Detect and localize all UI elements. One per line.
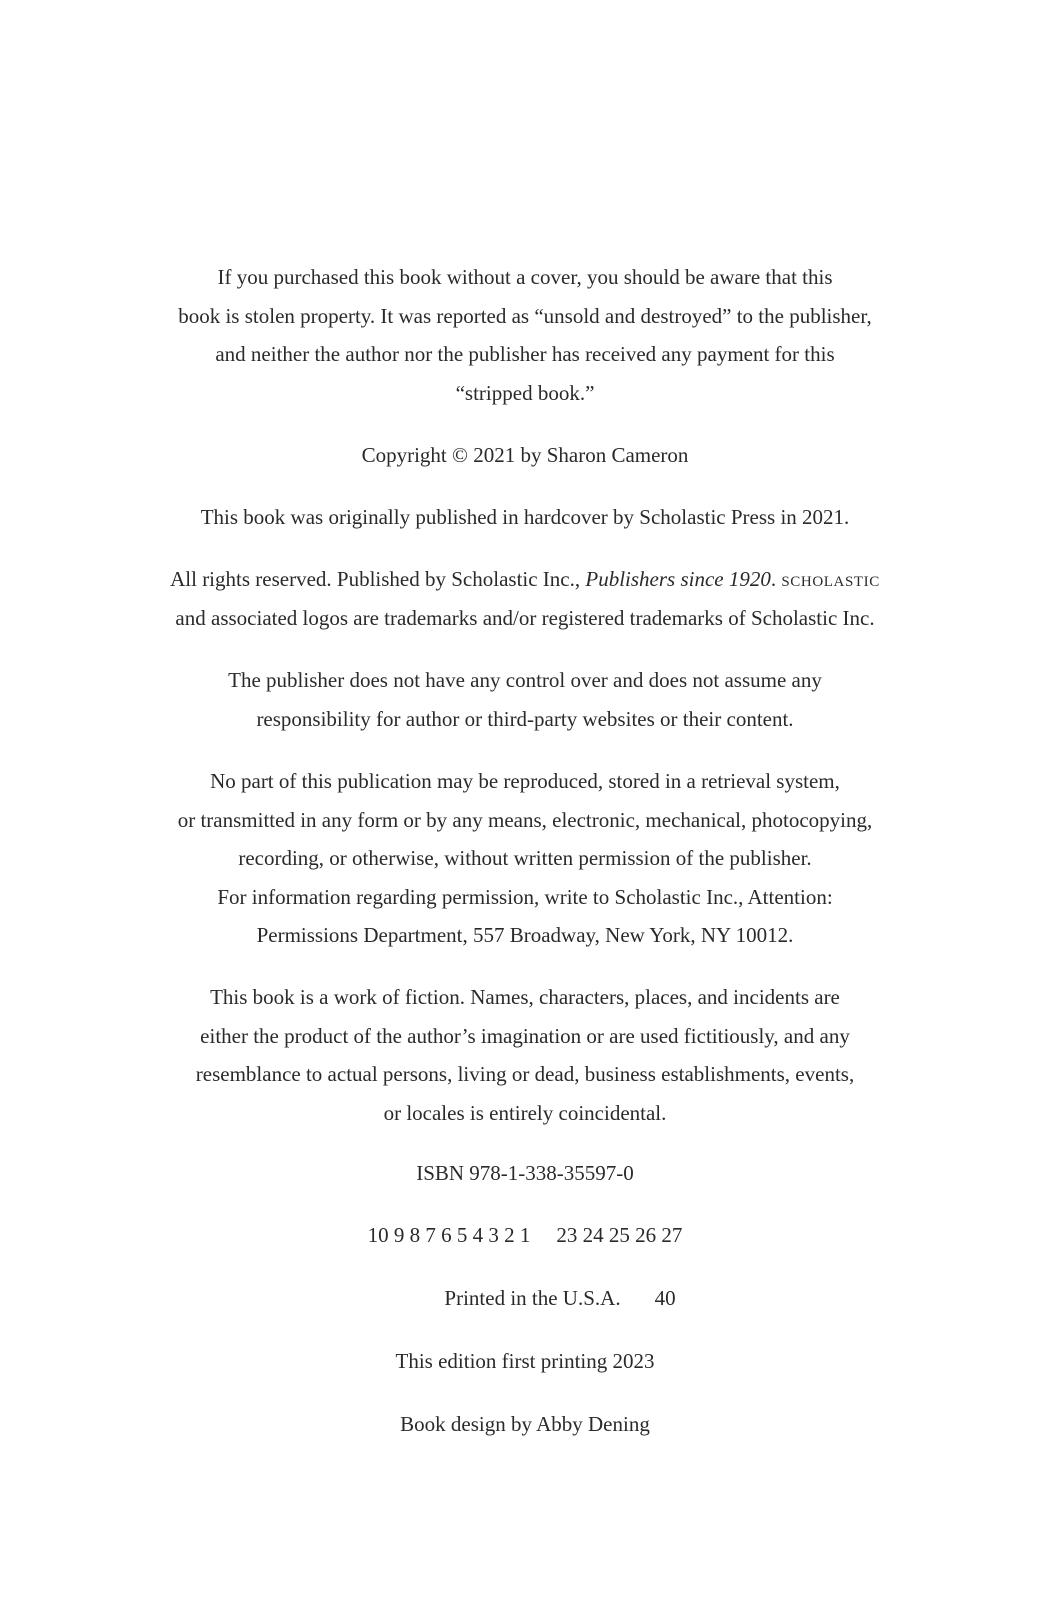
disclaimer-line: responsibility for author or third-party websites or their content. xyxy=(256,706,794,731)
fiction-disclaimer xyxy=(0,978,1050,1132)
copyright-statement xyxy=(0,436,1050,475)
reproduction-notice xyxy=(0,762,1050,955)
printed-in-line xyxy=(35,1279,1050,1318)
publishers-since-tagline: Publishers since 1920 xyxy=(585,567,771,591)
printing-line xyxy=(0,1216,1050,1255)
reproduction-line: For information regarding permission, write to Scholastic Inc., Attention: xyxy=(217,884,833,909)
impression-numbers: 10 9 8 7 6 5 4 3 2 1 xyxy=(367,1223,531,1247)
rights-line-1 xyxy=(0,560,1050,599)
rights-reserved xyxy=(0,560,1050,637)
isbn xyxy=(0,1154,1050,1193)
fiction-line: either the product of the author’s imagination or are used fictitiously, and any xyxy=(200,1023,850,1048)
edition-line: This edition first printing 2023 xyxy=(395,1349,655,1373)
reproduction-line: recording, or otherwise, without written permission of the publisher. xyxy=(238,846,812,871)
printed-in-label: Printed in the U.S.A. xyxy=(444,1286,621,1310)
reproduction-line: Permissions Department, 557 Broadway, New York, NY 10012. xyxy=(256,923,794,948)
design-credit xyxy=(0,1405,1050,1444)
original-publication-line: This book was originally published in hardcover by Scholastic Press in 2021. xyxy=(200,505,850,529)
rights-punctuation: . xyxy=(770,567,782,591)
stripped-book-notice xyxy=(0,258,1050,412)
websites-disclaimer xyxy=(0,661,1050,738)
printed-in xyxy=(35,1279,1050,1318)
fiction-line: or locales is entirely coincidental. xyxy=(383,1100,667,1125)
notice-line: “stripped book.” xyxy=(455,380,595,405)
year-numbers: 23 24 25 26 27 xyxy=(556,1223,683,1247)
fiction-line: resemblance to actual persons, living or dead, business establishments, events, xyxy=(195,1062,855,1087)
notice-line: If you purchased this book without a cover, you should be aware that this xyxy=(217,265,833,289)
scholastic-trademark: scholastic xyxy=(781,567,880,591)
printing-numbers xyxy=(0,1216,1050,1255)
notice-line: book is stolen property. It was reported as “unsold and destroyed” to the publisher, xyxy=(178,303,872,328)
reproduction-line: No part of this publication may be reproduced, stored in a retrieval system, xyxy=(210,769,840,793)
notice-line: and neither the author nor the publisher has received any payment for this xyxy=(215,342,835,367)
disclaimer-line: The publisher does not have any control over and does not assume any xyxy=(228,668,822,692)
isbn-line: ISBN 978-1-338-35597-0 xyxy=(416,1161,634,1185)
printer-code: 40 xyxy=(654,1286,676,1310)
edition-note xyxy=(0,1342,1050,1381)
rights-text: All rights reserved. Published by Scholastic Inc., xyxy=(170,567,586,591)
original-publication-note xyxy=(0,498,1050,537)
rights-line-2: and associated logos are trademarks and/or registered trademarks of Scholastic Inc. xyxy=(175,605,875,630)
fiction-line: This book is a work of fiction. Names, characters, places, and incidents are xyxy=(210,985,840,1009)
copyright-line: Copyright © 2021 by Sharon Cameron xyxy=(361,443,689,467)
design-credit-line: Book design by Abby Dening xyxy=(400,1412,650,1436)
reproduction-line: or transmitted in any form or by any means, electronic, mechanical, photocopying, xyxy=(177,807,873,832)
